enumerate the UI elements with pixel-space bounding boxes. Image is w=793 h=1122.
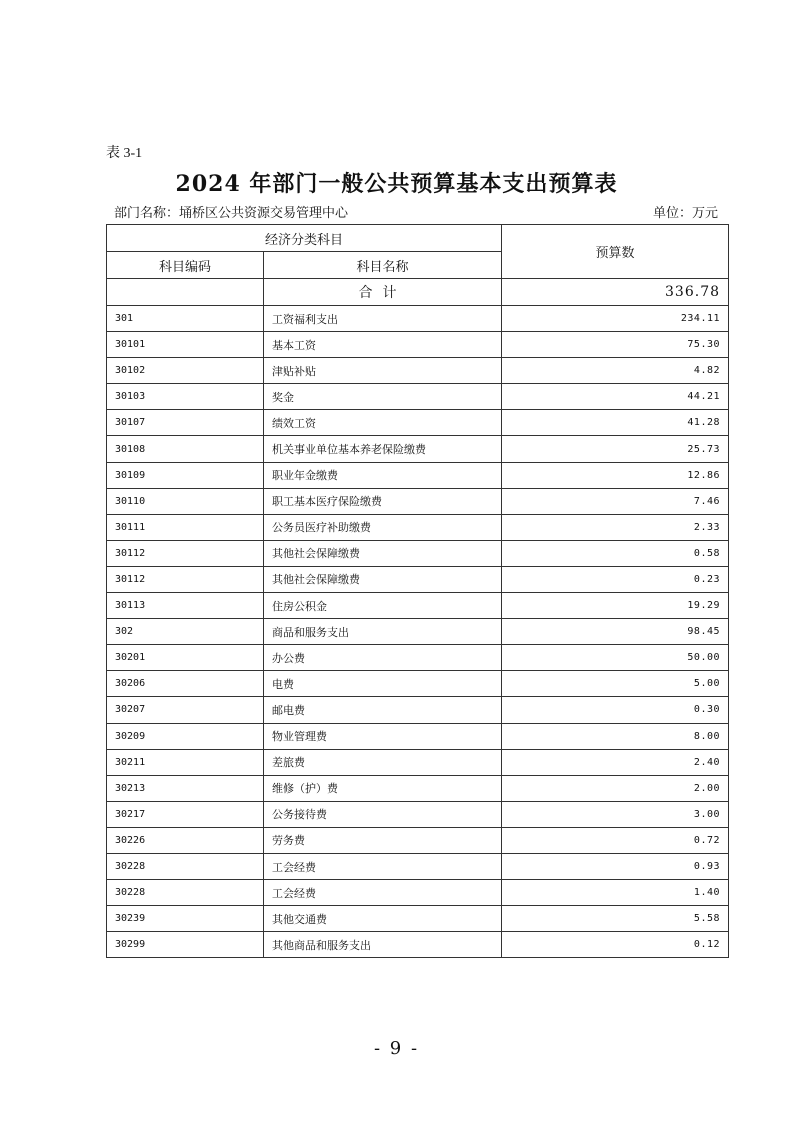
row-amount: 75.30 — [502, 332, 729, 358]
page-title: 2024 年部门一般公共预算基本支出预算表 — [175, 171, 618, 197]
table-row — [107, 775, 729, 801]
budget-table — [106, 224, 729, 958]
row-amount: 0.93 — [502, 853, 729, 879]
row-name: 办公费 — [264, 645, 502, 671]
row-amount: 0.72 — [502, 827, 729, 853]
row-name: 绩效工资 — [264, 410, 502, 436]
row-code: 30226 — [107, 827, 264, 853]
row-code: 30239 — [107, 906, 264, 932]
row-amount: 0.58 — [502, 540, 729, 566]
row-code: 30207 — [107, 697, 264, 723]
table-row — [107, 906, 729, 932]
row-name: 公务接待费 — [264, 801, 502, 827]
header-row-group — [107, 225, 729, 252]
row-amount: 25.73 — [502, 436, 729, 462]
total-amount: 336.78 — [502, 279, 729, 306]
row-code: 30217 — [107, 801, 264, 827]
row-name: 邮电费 — [264, 697, 502, 723]
row-name: 差旅费 — [264, 749, 502, 775]
row-amount: 7.46 — [502, 488, 729, 514]
table-number: 表 3-1 — [106, 146, 143, 161]
row-amount: 0.23 — [502, 566, 729, 592]
row-name: 工会经费 — [264, 880, 502, 906]
table-row — [107, 540, 729, 566]
total-code-cell — [107, 279, 264, 306]
row-code: 301 — [107, 306, 264, 332]
row-name: 其他商品和服务支出 — [264, 932, 502, 958]
row-name: 其他社会保障缴费 — [264, 566, 502, 592]
row-name: 维修（护）费 — [264, 775, 502, 801]
row-amount: 41.28 — [502, 410, 729, 436]
row-amount: 19.29 — [502, 593, 729, 619]
row-amount: 3.00 — [502, 801, 729, 827]
table-row — [107, 358, 729, 384]
table-row — [107, 566, 729, 592]
row-amount: 8.00 — [502, 723, 729, 749]
row-name: 机关事业单位基本养老保险缴费 — [264, 436, 502, 462]
row-name: 其他交通费 — [264, 906, 502, 932]
row-code: 30109 — [107, 462, 264, 488]
row-amount: 0.30 — [502, 697, 729, 723]
row-amount: 234.11 — [502, 306, 729, 332]
row-code: 30112 — [107, 566, 264, 592]
row-code: 30213 — [107, 775, 264, 801]
row-amount: 2.40 — [502, 749, 729, 775]
row-amount: 98.45 — [502, 619, 729, 645]
row-amount: 5.00 — [502, 671, 729, 697]
row-code: 302 — [107, 619, 264, 645]
row-code: 30113 — [107, 593, 264, 619]
table-row — [107, 619, 729, 645]
row-code: 30206 — [107, 671, 264, 697]
row-name: 物业管理费 — [264, 723, 502, 749]
table-row — [107, 749, 729, 775]
department-name: 部门名称：埇桥区公共资源交易管理中心 — [114, 206, 349, 221]
row-name: 职业年金缴费 — [264, 462, 502, 488]
row-name: 津贴补贴 — [264, 358, 502, 384]
row-amount: 2.33 — [502, 514, 729, 540]
row-amount: 50.00 — [502, 645, 729, 671]
row-code: 30111 — [107, 514, 264, 540]
row-amount: 4.82 — [502, 358, 729, 384]
table-row — [107, 384, 729, 410]
row-amount: 1.40 — [502, 880, 729, 906]
table-row — [107, 671, 729, 697]
page-number: - 9 - — [373, 1038, 420, 1059]
table-row — [107, 645, 729, 671]
row-code: 30201 — [107, 645, 264, 671]
row-name: 其他社会保障缴费 — [264, 540, 502, 566]
row-name: 基本工资 — [264, 332, 502, 358]
table-row — [107, 593, 729, 619]
header-amount: 预算数 — [502, 225, 729, 279]
table-row — [107, 880, 729, 906]
row-name: 电费 — [264, 671, 502, 697]
table-row — [107, 488, 729, 514]
table-row — [107, 410, 729, 436]
row-code: 30102 — [107, 358, 264, 384]
table-row — [107, 932, 729, 958]
table-row — [107, 697, 729, 723]
row-code: 30209 — [107, 723, 264, 749]
table-row — [107, 801, 729, 827]
row-amount: 12.86 — [502, 462, 729, 488]
row-code: 30299 — [107, 932, 264, 958]
table-row — [107, 853, 729, 879]
total-label: 合计 — [264, 279, 502, 306]
row-name: 劳务费 — [264, 827, 502, 853]
row-code: 30112 — [107, 540, 264, 566]
row-name: 商品和服务支出 — [264, 619, 502, 645]
table-row — [107, 436, 729, 462]
row-name: 工会经费 — [264, 853, 502, 879]
table-row — [107, 514, 729, 540]
total-row — [107, 279, 729, 306]
table-row — [107, 306, 729, 332]
row-amount: 44.21 — [502, 384, 729, 410]
row-amount: 2.00 — [502, 775, 729, 801]
row-code: 30108 — [107, 436, 264, 462]
row-code: 30103 — [107, 384, 264, 410]
table-row — [107, 723, 729, 749]
row-amount: 5.58 — [502, 906, 729, 932]
header-economic-class: 经济分类科目 — [107, 225, 502, 252]
table-row — [107, 332, 729, 358]
row-amount: 0.12 — [502, 932, 729, 958]
header-code: 科目编码 — [107, 252, 264, 279]
row-code: 30228 — [107, 880, 264, 906]
row-code: 30107 — [107, 410, 264, 436]
row-name: 职工基本医疗保险缴费 — [264, 488, 502, 514]
row-code: 30101 — [107, 332, 264, 358]
header-name: 科目名称 — [264, 252, 502, 279]
row-name: 奖金 — [264, 384, 502, 410]
row-name: 住房公积金 — [264, 593, 502, 619]
row-code: 30211 — [107, 749, 264, 775]
row-code: 30110 — [107, 488, 264, 514]
row-code: 30228 — [107, 853, 264, 879]
row-name: 工资福利支出 — [264, 306, 502, 332]
table-row — [107, 827, 729, 853]
table-row — [107, 462, 729, 488]
row-name: 公务员医疗补助缴费 — [264, 514, 502, 540]
unit-label: 单位：万元 — [652, 206, 718, 221]
